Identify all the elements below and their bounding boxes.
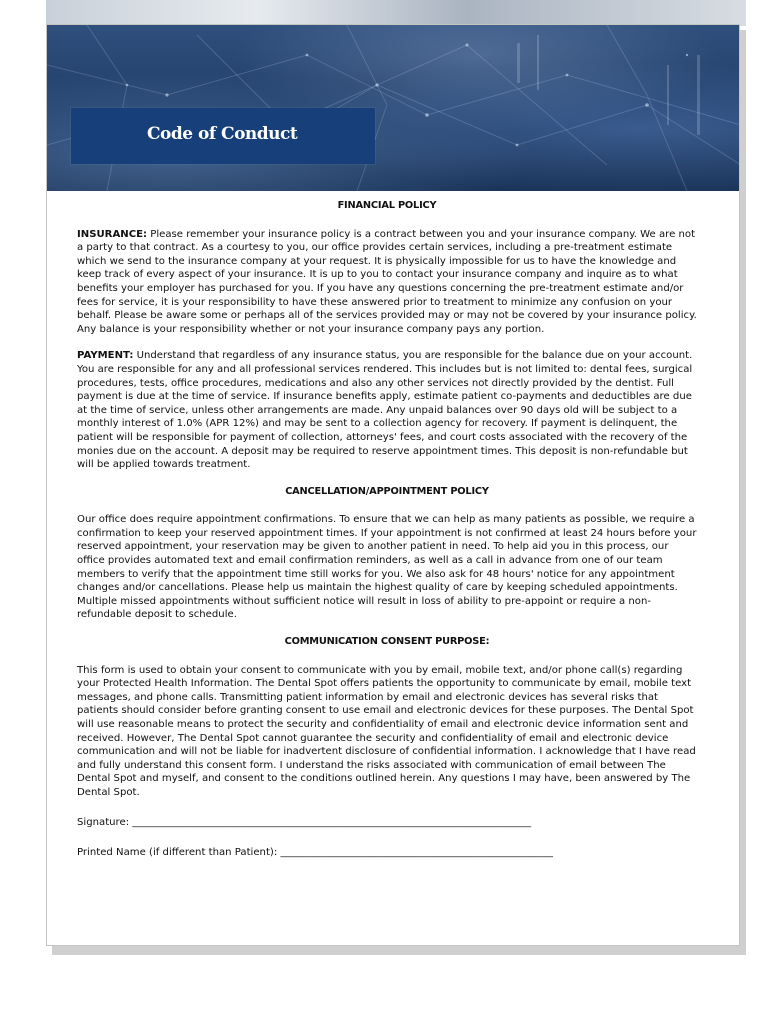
header-banner xyxy=(47,25,739,191)
title-box xyxy=(71,108,375,164)
insurance-paragraph xyxy=(77,228,697,337)
payment-lead: PAYMENT: xyxy=(77,350,134,362)
document-page xyxy=(46,24,740,946)
communication-paragraph: This form is used to obtain your consent to communicate with you by email, mobile text, and/or phone call(s) regarding your Protected Health Information. The Dental Spot offers patients the opportunity to communicate by email, mobile text messages, and phone calls. Transmitting patient information by email and electronic devices has several risks that patients should consider before granting consent to use email and electronic devices for these purposes. The Dental Spot will use reasonable means to protect the security and confidentiality of email and electronic device information sent and received. However, The Dental Spot cannot guarantee the security and confidentiality of email and electronic device communication and will not be liable for inadvertent disclosure of confidential information. I acknowledge that I have read and fully understand this consent form. I understand the risks associated with communication of email between The Dental Spot and myself, and consent to the conditions outlined herein. Any questions I may have, been answered by The Dental Spot. xyxy=(77,664,696,798)
payment-text: Understand that regardless of any insurance status, you are responsible for the balance due on your account. You are responsible for any and all professional services rendered. This includes but is not limited to: dental fees, surgical procedures, tests, office procedures, medications and also any other services not directly provided by the dentist. Full payment is due at the time of service. If insurance benefits apply, estimate patient co-payments and deductibles are due at the time of service, unless other arrangements are made. Any unpaid balances over 90 days old will be subject to a monthly interest of 1.0% (APR 12%) and may be sent to a collection agency for recovery. If payment is delinquent, the patient will be responsible for payment of collection, attorneys' fees, and court costs associated with the recovery of the monies due on the account. A deposit may be required to reserve appointment times. This deposit is non-refundable but will be applied towards treatment. xyxy=(77,350,693,471)
payment-paragraph xyxy=(77,349,697,471)
insurance-lead: INSURANCE: xyxy=(77,228,148,240)
printed-name-field[interactable]: Printed Name (if different than Patient): ______________________________________________________ xyxy=(77,847,553,859)
page-title: Code of Conduct xyxy=(147,124,298,144)
cancellation-paragraph: Our office does require appointment confirmations. To ensure that we can help as many patients as possible, we require a confirmation to keep your reserved appointment times. If your appointment is not confirmed at least 24 hours before your reserved appointment, your reservation may be given to another patient in need. To help aid you in this process, our office provides automated text and email confirmation reminders, as well as a call in advance from one of our team members to verify that the appointment time still works for you. We also ask for 48 hours' notice for any appointment changes and/or cancellations. Please help us maintain the highest quality of care by keeping scheduled appointments. Multiple missed appointments without sufficient notice will result in loss of ability to pre-appoint or require a non-refundable deposit to schedule. xyxy=(77,514,697,621)
financial-policy-heading: FINANCIAL POLICY xyxy=(337,200,437,211)
top-photo-strip xyxy=(46,0,746,26)
cancellation-policy-heading: CANCELLATION/APPOINTMENT POLICY xyxy=(285,485,489,497)
signature-field[interactable]: Signature: _______________________________________________________________________________ xyxy=(77,816,532,828)
insurance-text: Please remember your insurance policy is a contract between you and your insurance company. We are not a party to that contract. As a courtesy to you, our office provides certain services, including a pre-treatment estimate which we send to the insurance company at your request. It is physically impossible for us to have the knowledge and keep track of every aspect of your insurance. It is up to you to contact your insurance company and inquire as to what benefits your employer has purchased for you. If you have any questions concerning the pre-treatment estimate and/or fees for service, it is your responsibility to have these answered prior to treatment to minimize any confusion on your behalf. Please be aware some or perhaps all of the services provided may or may not be covered by your insurance policy. Any balance is your responsibility whether or not your insurance company pays any portion. xyxy=(77,228,697,335)
communication-consent-heading: COMMUNICATION CONSENT PURPOSE: xyxy=(284,636,490,648)
document-body xyxy=(77,199,697,860)
